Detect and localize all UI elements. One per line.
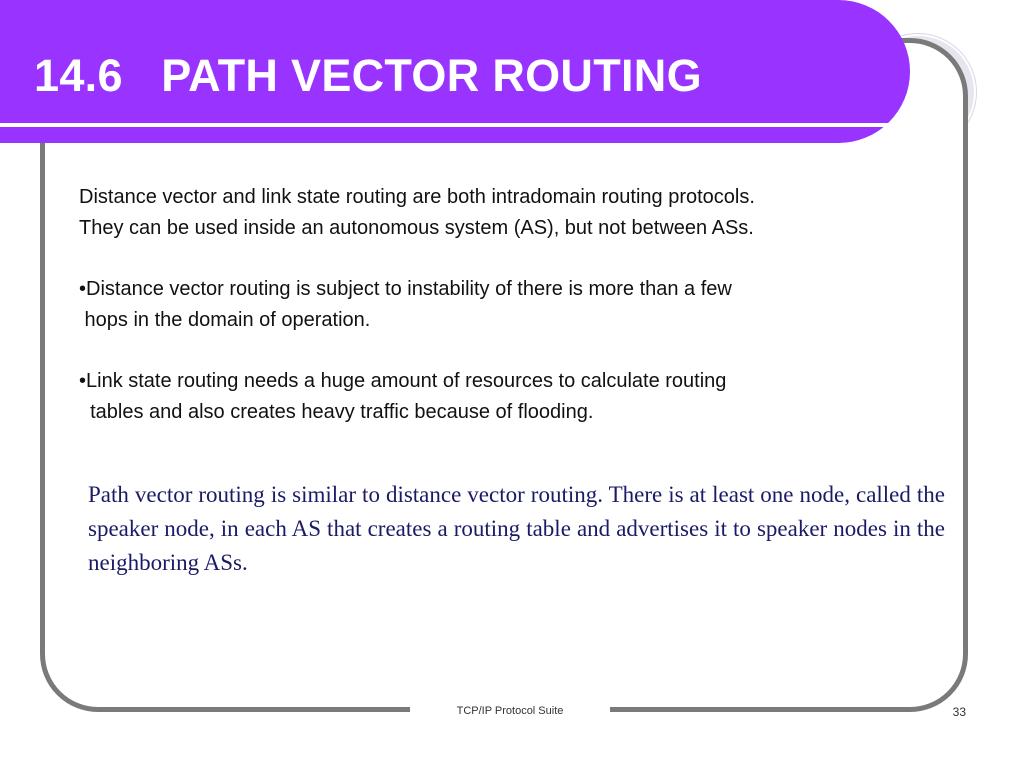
- bullet-2-line-1: •Link state routing needs a huge amount of resources to calculate routing: [79, 370, 727, 392]
- footer-text: TCP/IP Protocol Suite: [410, 705, 610, 717]
- bullet-link-state: [79, 366, 726, 428]
- intro-line-2: They can be used inside an autonomous system (AS), but not between ASs.: [79, 217, 754, 239]
- intro-text: [79, 182, 755, 244]
- intro-line-1: Distance vector and link state routing are both intradomain routing protocols.: [79, 186, 755, 208]
- bullet-distance-vector: [79, 274, 732, 336]
- bullet-1-line-1: •Distance vector routing is subject to instability of there is more than a few: [79, 278, 732, 300]
- bullet-2-line-2: tables and also creates heavy traffic because of flooding.: [79, 401, 594, 423]
- title-bar: [0, 0, 910, 143]
- bullet-1-line-2: hops in the domain of operation.: [79, 309, 371, 331]
- title-underline: [0, 123, 905, 127]
- page-number: 33: [952, 705, 966, 719]
- slide-title: 14.6 PATH VECTOR ROUTING: [34, 50, 702, 101]
- path-vector-definition: Path vector routing is similar to distance vector routing. There is at least one node, called the speaker node, in each AS that creates a routing table and advertises it to speaker nodes in the neighboring ASs.: [88, 482, 945, 575]
